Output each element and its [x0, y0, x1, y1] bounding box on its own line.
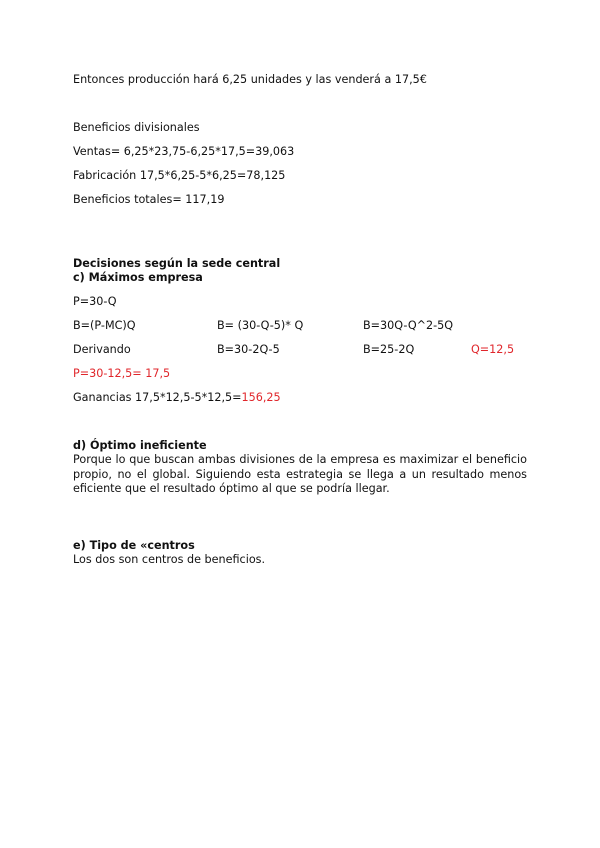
section-e-body: Los dos son centros de beneficios. — [73, 553, 266, 566]
equation-cell: B=(P-MC)Q — [73, 319, 136, 332]
equation-cell: B=30-2Q-5 — [217, 343, 280, 356]
divisional-heading: Beneficios divisionales — [73, 121, 200, 134]
equation-cell: Derivando — [73, 343, 131, 356]
section-d-heading: d) Óptimo ineficiente — [73, 439, 207, 452]
q-result: Q=12,5 — [471, 343, 515, 356]
equation-cell: B=30Q-Q^2-5Q — [363, 319, 454, 332]
central-heading: Decisiones según la sede central — [73, 257, 281, 270]
ventas-line: Ventas= 6,25*23,75-6,25*17,5=39,063 — [73, 145, 295, 158]
ganancias-line — [73, 391, 281, 405]
equation-cell: B=25-2Q — [363, 343, 415, 356]
section-e-heading: e) Tipo de «centros — [73, 539, 195, 552]
price-equation: P=30-Q — [73, 295, 117, 308]
p-result: P=30-12,5= 17,5 — [73, 367, 171, 380]
ganancias-value: 156,25 — [241, 391, 281, 404]
ganancias-text: Ganancias 17,5*12,5-5*12,5= — [73, 391, 242, 404]
beneficios-totales-line: Beneficios totales= 117,19 — [73, 193, 225, 206]
section-d-body: Porque lo que buscan ambas divisiones de la empresa es maximizar el beneficio propio, no el global. Siguiendo esta estrategia se llega a un resultado menos eficiente que el resultado óptimo al que se podría llegar. — [73, 453, 527, 496]
equation-cell: B= (30-Q-5)* Q — [217, 319, 304, 332]
fabricacion-line: Fabricación 17,5*6,25-5*6,25=78,125 — [73, 169, 286, 182]
intro-text: Entonces producción hará 6,25 unidades y las venderá a 17,5€ — [73, 73, 427, 86]
maximos-heading: c) Máximos empresa — [73, 271, 203, 284]
